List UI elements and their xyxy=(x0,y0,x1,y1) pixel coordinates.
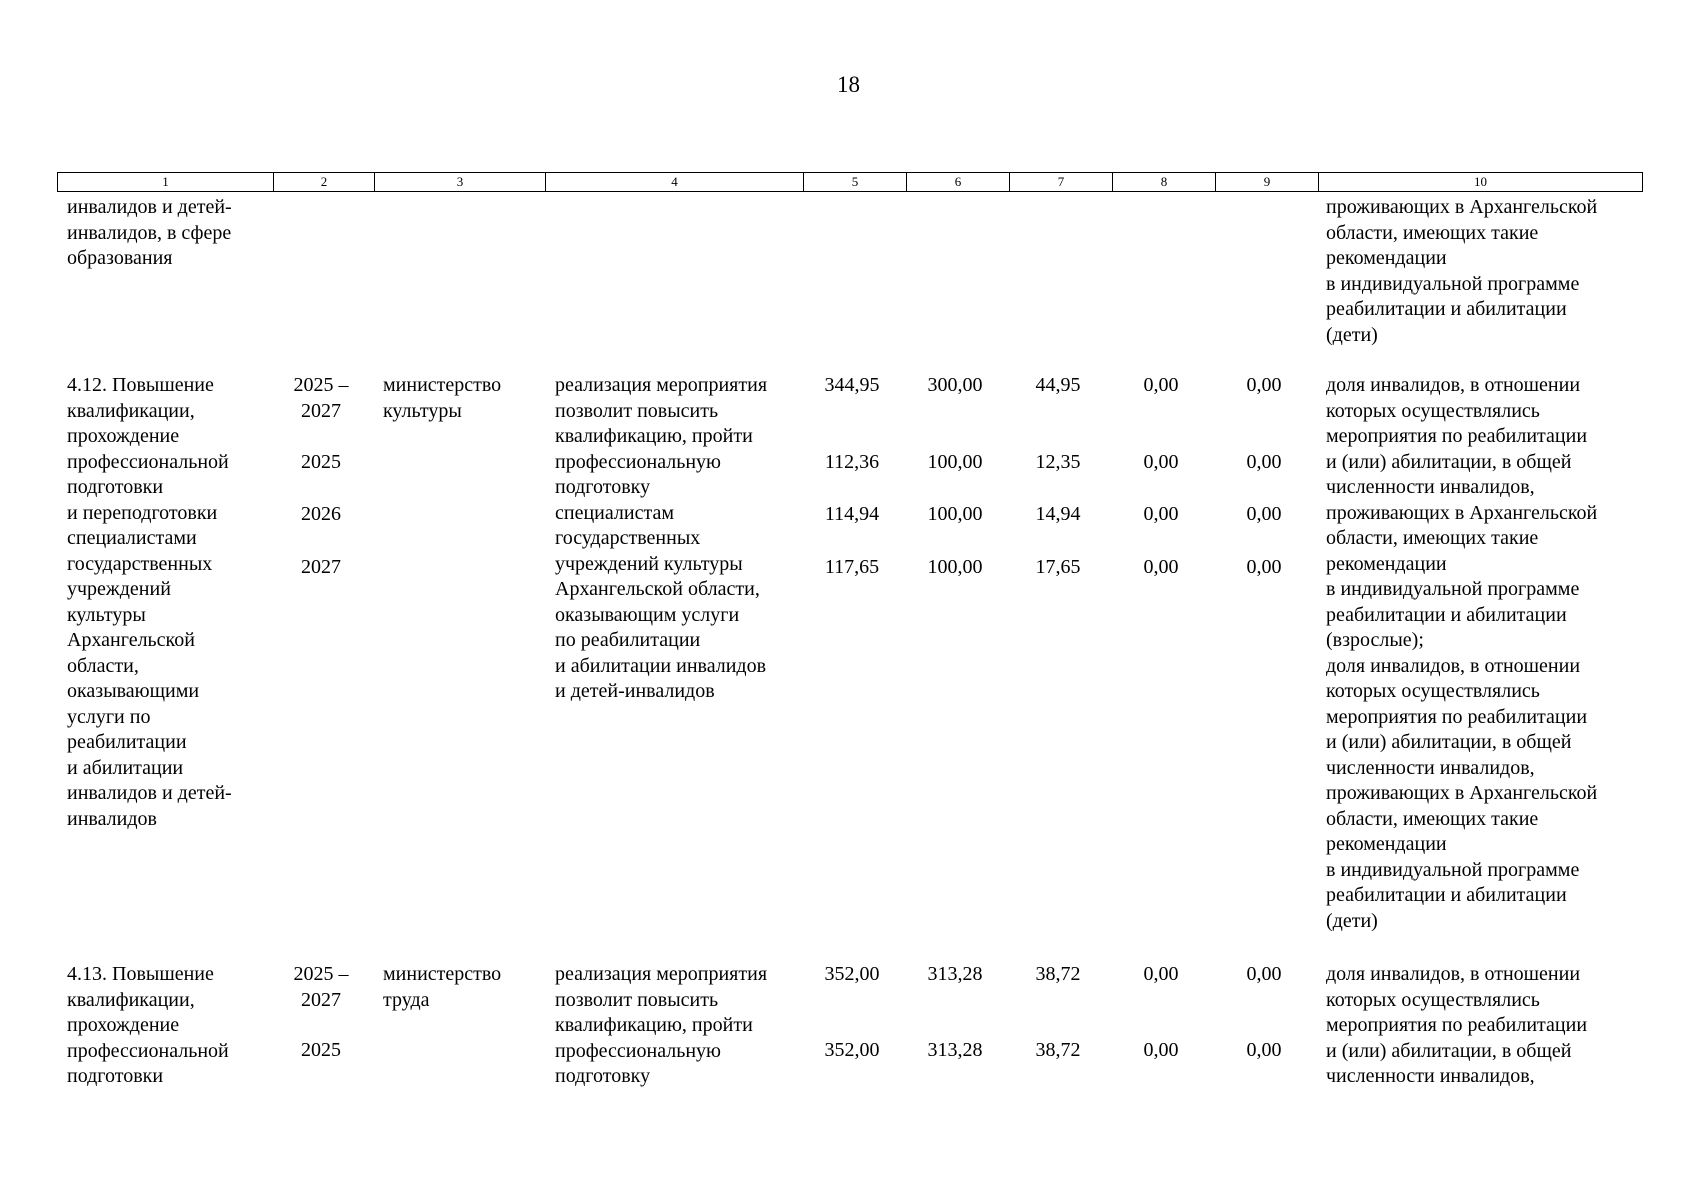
regional-value: 14,94 xyxy=(1035,503,1081,525)
indicator: доля инвалидов, в отношении которых осуществлялись мероприятия по реабилитации и (или) абилитации, в общей численности инвалидов, xyxy=(1326,963,1588,1087)
column-number-6: 6 xyxy=(907,173,1010,191)
regional-value: 12,35 xyxy=(1035,451,1081,473)
local-value: 0,00 xyxy=(1143,451,1179,473)
federal-value: 100,00 xyxy=(927,556,983,578)
column-number-3: 3 xyxy=(375,173,546,191)
other-value: 0,00 xyxy=(1246,451,1282,473)
total-value: 352,00 xyxy=(824,963,880,985)
year-label: 2025 xyxy=(301,451,341,473)
local-value: 0,00 xyxy=(1143,503,1179,525)
executor: министерство труда xyxy=(383,963,502,1011)
period: 2025 – 2027 xyxy=(293,374,349,422)
expected-result: реализация мероприятия позволит повысить квалификацию, пройти профессиональную подготовку специалистам государственных учреждений культуры Архангельской области, оказывающим услуги по реабилитации и абилитации инвалидов и детей-инвалидов xyxy=(555,374,768,702)
regional-value: 38,72 xyxy=(1035,1039,1081,1061)
federal-value: 313,28 xyxy=(927,1039,983,1061)
other-value: 0,00 xyxy=(1246,556,1282,578)
column-number-9: 9 xyxy=(1216,173,1319,191)
page-number: 18 xyxy=(837,72,860,97)
federal-value: 100,00 xyxy=(927,503,983,525)
other-value: 0,00 xyxy=(1246,374,1282,396)
continuation-indicator: проживающих в Архангельской области, имеющих такие рекомендации в индивидуальной программе реабилитации и абилитации (дети) xyxy=(1326,196,1598,346)
federal-value: 300,00 xyxy=(927,374,983,396)
local-value: 0,00 xyxy=(1143,374,1179,396)
year-label: 2025 xyxy=(301,1039,341,1061)
column-number-header xyxy=(57,172,1643,192)
expected-result: реализация мероприятия позволит повысить квалификацию, пройти профессиональную подготовку xyxy=(555,963,768,1087)
total-value: 117,65 xyxy=(824,556,880,578)
year-label: 2027 xyxy=(301,556,341,578)
indicator: доля инвалидов, в отношении которых осуществлялись мероприятия по реабилитации и (или) абилитации, в общей численности инвалидов, проживающих в Архангельской области, имеющих такие рекомендации в индивидуальной программе реабилитации и абилитации (взрослые); доля инвалидов, в отношении которых осуществлялись мероприятия по реабилитации и (или) абилитации, в общей численности инвалидов, проживающих в Архангельской области, имеющих такие рекомендации в индивидуальной программе реабилитации и абилитации (дети) xyxy=(1326,374,1598,932)
federal-value: 313,28 xyxy=(927,963,983,985)
continuation-name: инвалидов и детей- инвалидов, в сфере образования xyxy=(67,196,232,269)
regional-value: 17,65 xyxy=(1035,556,1081,578)
total-value: 114,94 xyxy=(824,503,880,525)
other-value: 0,00 xyxy=(1246,1039,1282,1061)
total-value: 112,36 xyxy=(824,451,880,473)
regional-value: 44,95 xyxy=(1035,374,1081,396)
column-number-7: 7 xyxy=(1010,173,1113,191)
column-number-5: 5 xyxy=(804,173,907,191)
column-number-8: 8 xyxy=(1113,173,1216,191)
local-value: 0,00 xyxy=(1143,556,1179,578)
total-value: 344,95 xyxy=(824,374,880,396)
federal-value: 100,00 xyxy=(927,451,983,473)
other-value: 0,00 xyxy=(1246,963,1282,985)
column-number-2: 2 xyxy=(274,173,375,191)
measure-name: 4.13. Повышение квалификации, прохождение профессиональной подготовки xyxy=(67,963,229,1087)
local-value: 0,00 xyxy=(1143,963,1179,985)
executor: министерство культуры xyxy=(383,374,502,422)
local-value: 0,00 xyxy=(1143,1039,1179,1061)
regional-value: 38,72 xyxy=(1035,963,1081,985)
year-label: 2026 xyxy=(301,503,341,525)
column-number-1: 1 xyxy=(58,173,274,191)
total-value: 352,00 xyxy=(824,1039,880,1061)
column-number-4: 4 xyxy=(546,173,804,191)
period: 2025 – 2027 xyxy=(293,963,349,1011)
other-value: 0,00 xyxy=(1246,503,1282,525)
column-number-10: 10 xyxy=(1474,174,1487,189)
measure-name: 4.12. Повышение квалификации, прохождение профессиональной подготовки и переподготовки специалистами государственных учреждений культуры Архангельской области, оказывающими услуги по реабилитации и абилитации инвалидов и детей- инвалидов xyxy=(67,374,232,830)
